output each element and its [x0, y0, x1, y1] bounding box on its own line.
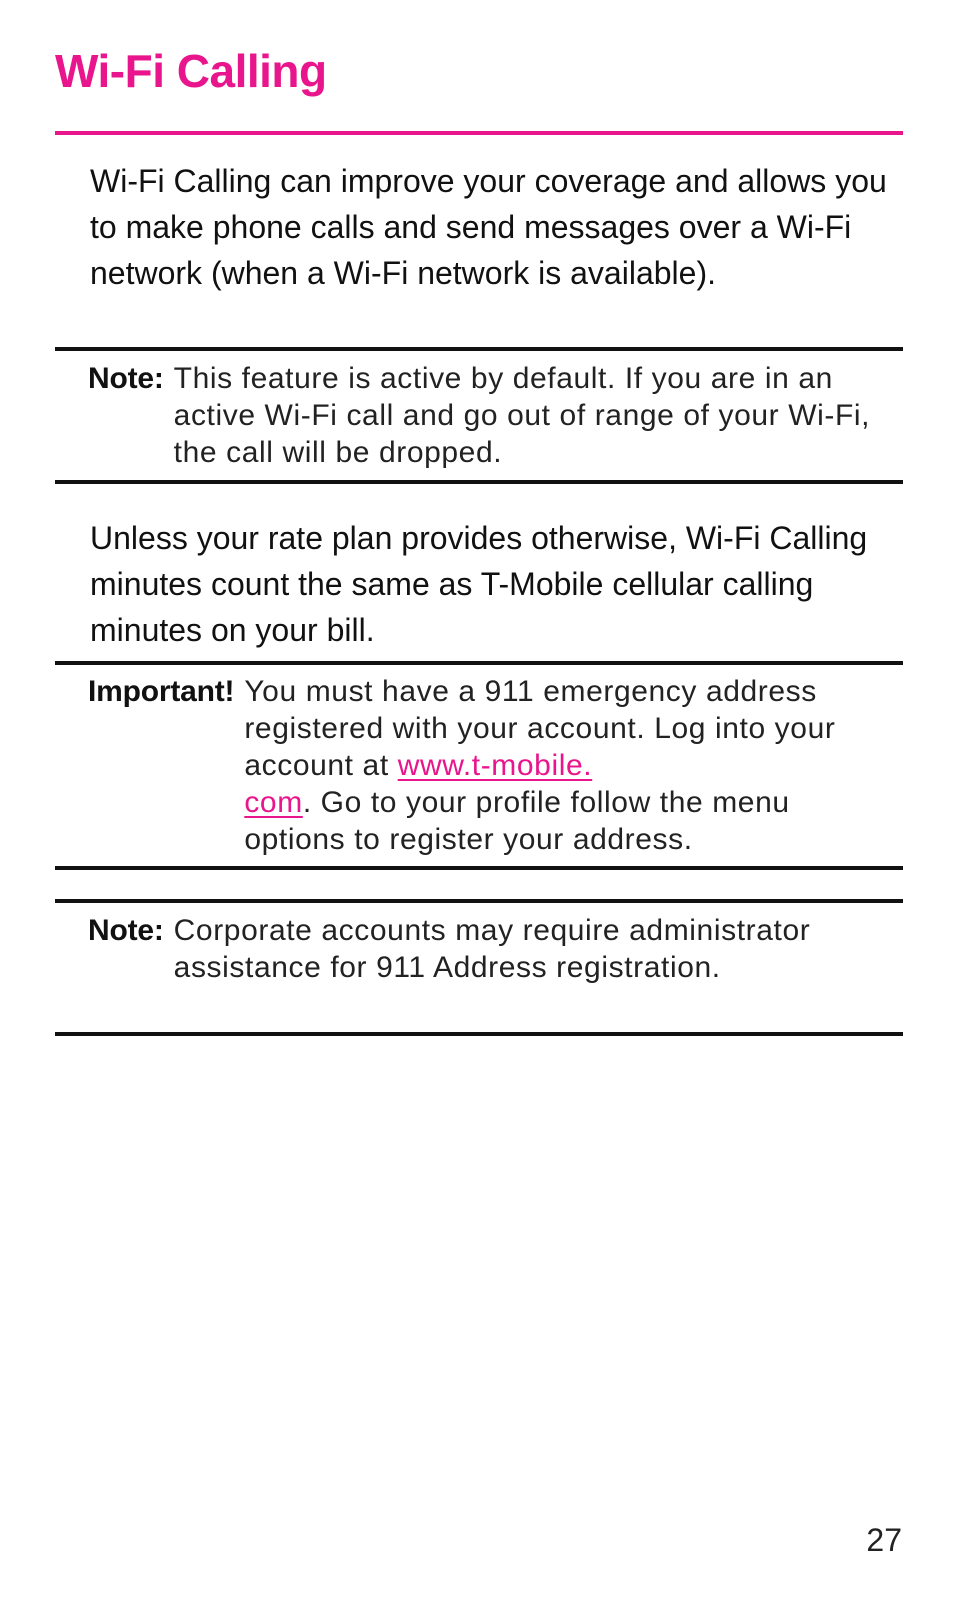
note-text: This feature is active by default. If you are in an active Wi-Fi call and go out of range of your Wi-Fi, the call will be dropped.: [173, 362, 871, 469]
rate-plan-paragraph: Unless your rate plan provides otherwise, Wi-Fi Calling minutes count the same as T-Mobile cellular calling minutes on your bill.: [90, 520, 868, 648]
intro-paragraph: Wi-Fi Calling can improve your coverage and allows you to make phone calls and send messages over a Wi-Fi network (when a Wi-Fi network is available).: [90, 163, 887, 291]
title-divider: [55, 131, 903, 135]
page-number: 27: [866, 1522, 902, 1558]
important-bottom-divider: [55, 866, 903, 870]
note2-callout: [88, 912, 888, 986]
note-callout: [88, 360, 888, 471]
important-text-after-link: . Go to your profile follow the menu options to register your address.: [244, 786, 790, 856]
page-title: Wi-Fi Calling: [55, 45, 327, 97]
important-text-before-link: You must have a 911 emergency address registered with your account. Log into your account at: [244, 675, 836, 782]
note2-top-divider: [55, 899, 903, 903]
note-bottom-divider: [55, 480, 903, 484]
important-label: Important!: [88, 675, 235, 708]
t-mobile-link[interactable]: www.t-mobile. com: [244, 749, 593, 819]
important-text: [244, 673, 888, 858]
note-label: Note:: [88, 362, 164, 395]
important-callout: [88, 673, 888, 858]
important-top-divider: [55, 661, 903, 665]
note-top-divider: [55, 347, 903, 351]
note2-text: Corporate accounts may require administrator assistance for 911 Address registration.: [173, 914, 811, 984]
note2-label: Note:: [88, 914, 164, 947]
note2-bottom-divider: [55, 1032, 903, 1036]
